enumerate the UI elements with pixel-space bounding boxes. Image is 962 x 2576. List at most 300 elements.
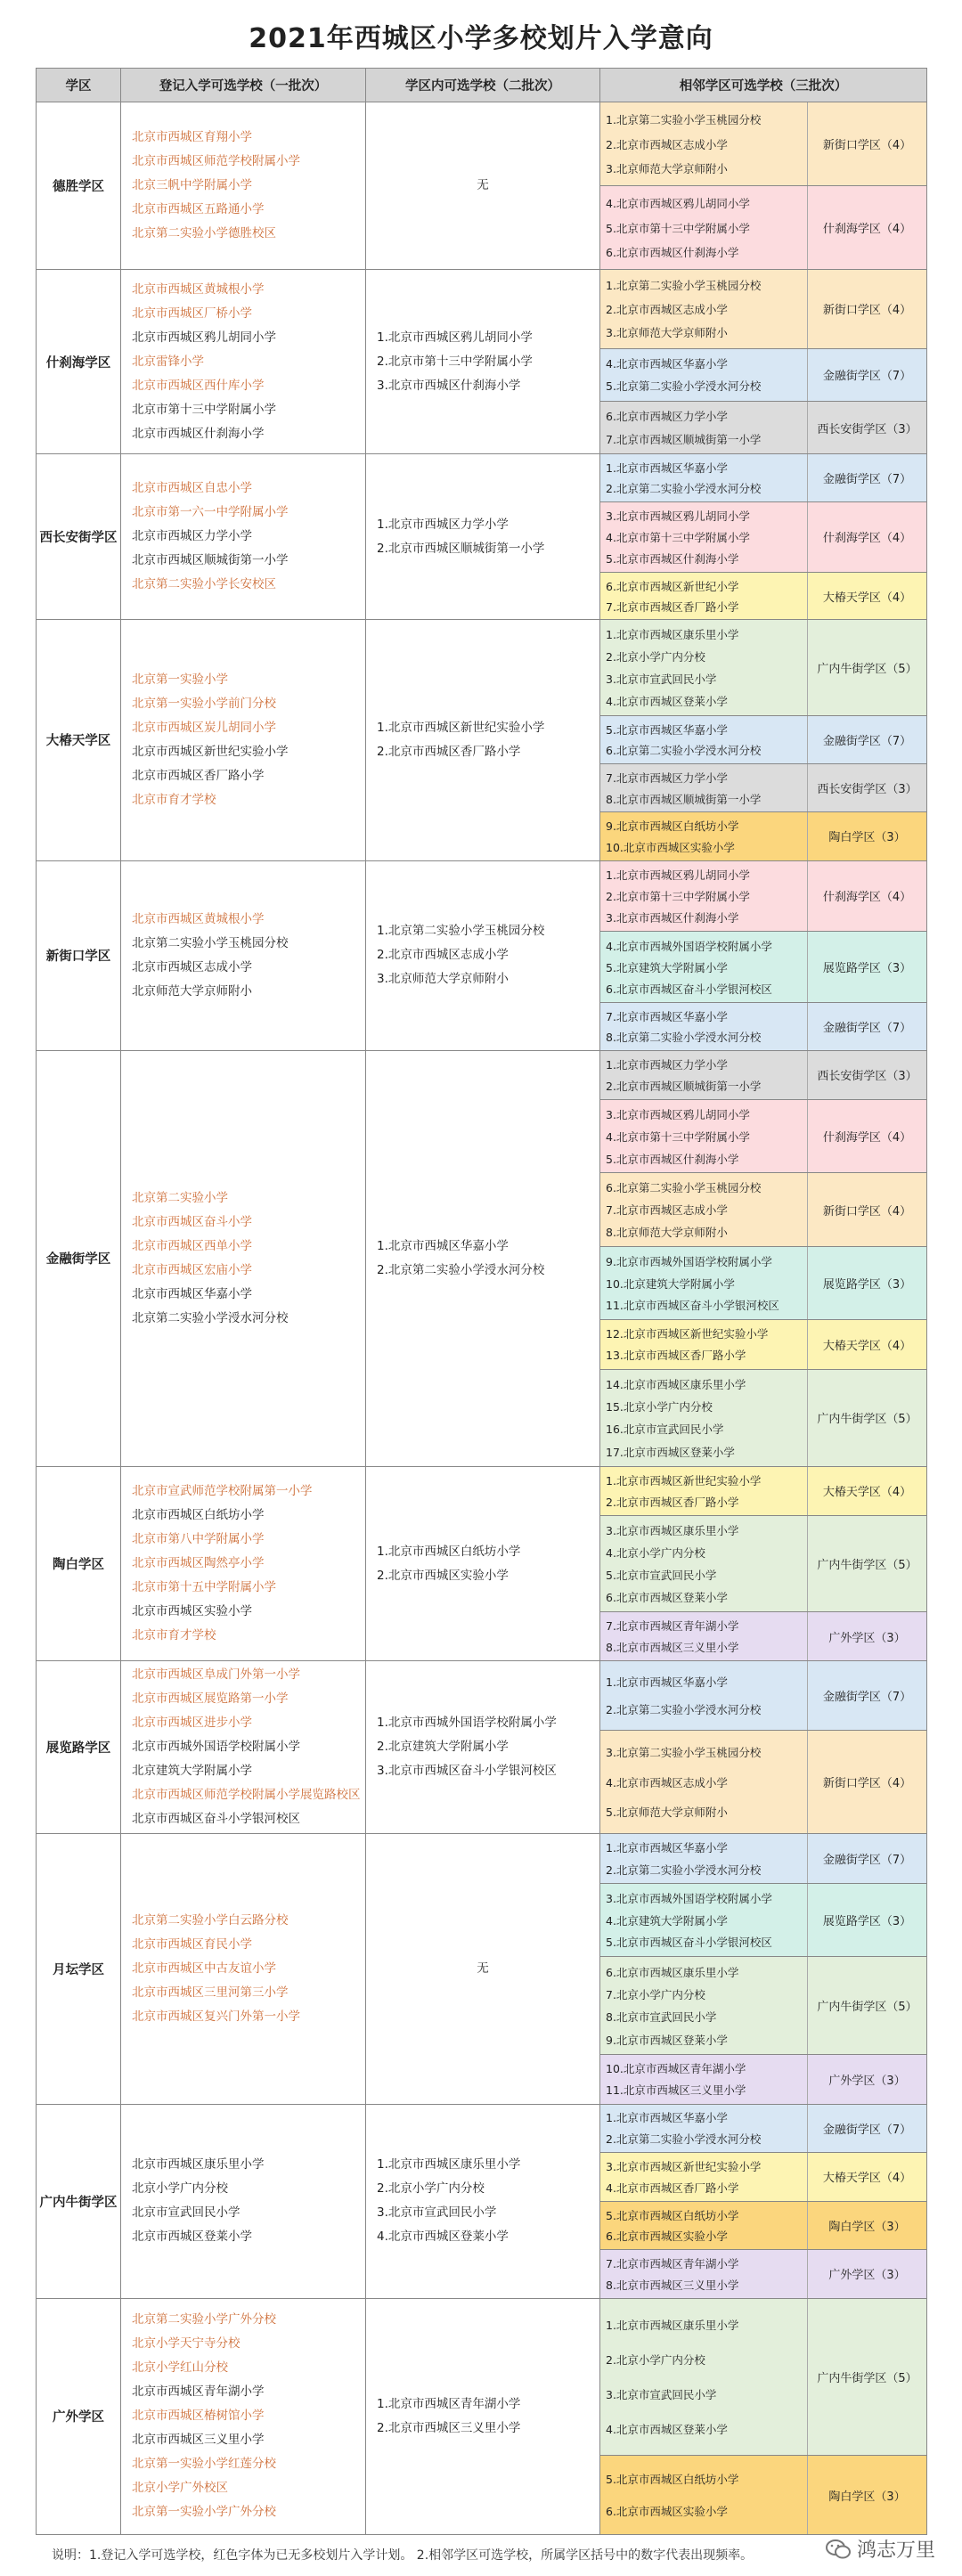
neighbor-school: 4.北京市西城外国语学校附属小学 [606,939,772,953]
second-batch-school: 2.北京市西城区实验小学 [377,1568,509,1583]
neighbor-area: 什刹海学区（4） [807,502,926,572]
first-batch-school: 北京雷锋小学 [132,354,204,369]
first-batch-school: 北京市西城区奋斗小学 [132,1214,252,1229]
neighbor-school: 1.北京市西城区鸦儿胡同小学 [606,868,750,882]
second-batch-school: 2.北京市西城区香厂路小学 [377,744,521,759]
first-batch-school: 北京市西城区力学小学 [132,529,252,544]
first-batch-school: 北京市西城区椿树馆小学 [132,2409,265,2424]
table-row [37,2298,927,2534]
header-third-batch: 相邻学区可选学校（三批次） [600,69,927,102]
first-batch-school: 北京市西城区三义里小学 [132,2433,265,2448]
neighbor-group [600,1467,926,1515]
neighbor-school: 1.北京市西城区华嘉小学 [606,1841,728,1855]
neighbor-area: 金融街学区（7） [807,1661,926,1730]
neighbor-group [600,2455,926,2534]
neighbor-school: 3.北京市西城区新世纪实验小学 [606,2159,762,2173]
second-batch-school: 3.北京市西城区奋斗小学银河校区 [377,1764,557,1779]
neighbor-area: 广内牛街学区（5） [807,1370,926,1467]
neighbor-group [600,1246,926,1319]
neighbor-group [600,1319,926,1368]
neighbor-school: 5.北京建筑大学附属小学 [606,960,728,974]
neighbor-group [600,2152,926,2201]
second-batch-cell [366,454,600,620]
first-batch-school: 北京第二实验小学 [132,1190,228,1205]
neighbor-school: 6.北京市西城区新世纪小学 [606,579,739,593]
neighbor-school: 4.北京市西城区志成小学 [606,1775,728,1789]
neighbor-school: 1.北京第二实验小学玉桃园分校 [606,279,762,293]
second-batch-school: 3.北京市宣武回民小学 [377,2205,497,2221]
neighbor-school: 5.北京师范大学京师附小 [606,1806,728,1819]
neighbor-area: 展览路学区（3） [807,932,926,1002]
neighbor-school: 3.北京市西城区鸦儿胡同小学 [606,1107,750,1121]
first-batch-school: 北京市西城区青年湖小学 [132,2384,265,2400]
neighbor-area: 广外学区（3） [807,2250,926,2298]
table-row [37,1050,927,1466]
neighbor-school: 16.北京市宣武回民小学 [606,1423,724,1437]
second-batch-school: 1.北京市西城区青年湖小学 [377,2396,521,2411]
neighbor-group [600,102,926,185]
first-batch-school: 北京市西城区香厂路小学 [132,768,265,783]
neighbor-area: 陶白学区（3） [807,2202,926,2250]
neighbor-school: 6.北京第二实验小学玉桃园分校 [606,1181,762,1195]
district-name: 德胜学区 [37,102,121,270]
neighbor-school: 1.北京市西城区华嘉小学 [606,2111,728,2125]
neighbor-school: 5.北京市西城区奋斗小学银河校区 [606,1936,772,1950]
table-row [37,270,927,454]
first-batch-cell [121,270,366,454]
neighbor-school: 4.北京市西城区登莱小学 [606,694,728,708]
first-batch-school: 北京市西城区黄城根小学 [132,281,265,297]
neighbor-group [600,1002,926,1050]
neighbor-school: 4.北京市西城区香厂路小学 [606,2181,739,2195]
first-batch-school: 北京市西城区黄城根小学 [132,911,265,926]
neighbor-group [600,2299,926,2456]
neighbor-area: 广外学区（3） [807,2055,926,2103]
neighbor-area: 金融街学区（7） [807,1003,926,1050]
neighbor-school: 7.北京市西城区香厂路小学 [606,599,739,614]
neighbor-school: 1.北京市西城区华嘉小学 [606,461,728,475]
first-batch-school: 北京市西城区炭儿胡同小学 [132,720,276,735]
first-batch-school: 北京第一实验小学前门分校 [132,696,276,711]
first-batch-cell [121,102,366,270]
neighbor-school: 1.北京市西城区康乐里小学 [606,2319,739,2333]
second-batch-cell [366,270,600,454]
neighbor-school: 8.北京市西城区三义里小学 [606,1641,739,1655]
neighbor-school: 6.北京市西城区力学小学 [606,410,728,424]
first-batch-school: 北京第二实验小学德胜校区 [132,226,276,241]
first-batch-cell [121,860,366,1050]
second-batch-school: 无 [477,1961,489,1976]
table-row [37,620,927,860]
second-batch-school: 1.北京第二实验小学玉桃园分校 [377,924,545,939]
neighbor-school: 3.北京市西城区什刹海小学 [606,911,739,925]
second-batch-cell [366,2298,600,2534]
first-batch-school: 北京三帆中学附属小学 [132,178,252,193]
third-batch-cell [600,270,927,454]
neighbor-school: 10.北京建筑大学附属小学 [606,1276,735,1291]
neighbor-group [600,1661,926,1730]
header-district: 学区 [37,69,121,102]
neighbor-school: 8.北京市西城区三义里小学 [606,2278,739,2292]
second-batch-school: 3.北京师范大学京师附小 [377,972,509,987]
neighbor-area: 新街口学区（4） [807,1731,926,1833]
neighbor-group [600,2201,926,2250]
neighbor-school: 1.北京第二实验小学玉桃园分校 [606,112,762,126]
third-batch-cell [600,2298,927,2534]
neighbor-school: 2.北京第二实验小学涭水河分校 [606,1703,762,1717]
neighbor-school: 4.北京市第十三中学附属小学 [606,1129,750,1144]
neighbor-area: 大椿天学区（4） [807,2153,926,2201]
neighbor-group [600,1883,926,1957]
page-title: 2021年西城区小学多校划片入学意向 [249,23,713,54]
first-batch-school: 北京市西城区复兴门外第一小学 [132,2009,300,2024]
first-batch-cell [121,1834,366,2104]
first-batch-cell [121,2104,366,2298]
first-batch-school: 北京市西城区陶然亭小学 [132,1556,265,1571]
neighbor-school: 12.北京市西城区新世纪实验小学 [606,1327,769,1341]
first-batch-school: 北京第二实验小学长安校区 [132,577,276,592]
neighbor-school: 2.北京第二实验小学涭水河分校 [606,482,762,496]
first-batch-school: 北京市西城外国语学校附属小学 [132,1740,300,1755]
neighbor-group [600,2105,926,2153]
first-batch-school: 北京第二实验小学玉桃园分校 [132,935,289,950]
second-batch-school: 2.北京第二实验小学涭水河分校 [377,1262,545,1277]
neighbor-school: 4.北京小学广内分校 [606,1546,705,1561]
neighbor-school: 17.北京市西城区登莱小学 [606,1445,735,1459]
neighbor-group [600,1051,926,1099]
neighbor-school: 8.北京师范大学京师附小 [606,1225,728,1239]
neighbor-school: 2.北京第二实验小学涭水河分校 [606,1863,762,1877]
neighbor-group [600,931,926,1002]
first-batch-school: 北京市第八中学附属小学 [132,1532,265,1547]
first-batch-school: 北京市西城区展览路第一小学 [132,1692,289,1707]
neighbor-school: 5.北京市第十三中学附属小学 [606,221,750,235]
first-batch-school: 北京市西城区师范学校附属小学 [132,154,300,169]
second-batch-cell [366,1467,600,1661]
first-batch-school: 北京市育才学校 [132,792,216,807]
neighbor-area: 金融街学区（7） [807,716,926,763]
neighbor-area: 新街口学区（4） [807,102,926,185]
second-batch-school: 2.北京市西城区志成小学 [377,948,509,963]
first-batch-school: 北京市西城区顺城街第一小学 [132,553,289,568]
third-batch-cell [600,1661,927,1834]
district-name: 大椿天学区 [37,620,121,860]
neighbor-area: 金融街学区（7） [807,1834,926,1882]
second-batch-school: 2.北京市第十三中学附属小学 [377,354,533,369]
first-batch-school: 北京市西城区志成小学 [132,959,252,974]
first-batch-school: 北京市西城区师范学校附属小学展览路校区 [132,1788,361,1803]
neighbor-group [600,185,926,269]
third-batch-cell [600,454,927,620]
district-name: 展览路学区 [37,1661,121,1834]
neighbor-school: 15.北京小学广内分校 [606,1400,713,1414]
first-batch-school: 北京市西城区中古友谊小学 [132,1961,276,1976]
neighbor-area: 什刹海学区（4） [807,1100,926,1172]
neighbor-school: 4.北京市西城区登莱小学 [606,2422,728,2436]
second-batch-cell [366,1834,600,2104]
neighbor-school: 2.北京小学广内分校 [606,650,705,664]
third-batch-cell [600,860,927,1050]
header-first-batch: 登记入学可选学校（一批次） [121,69,366,102]
first-batch-school: 北京市第十三中学附属小学 [132,402,276,417]
neighbor-area: 展览路学区（3） [807,1884,926,1957]
neighbor-school: 6.北京市西城区什刹海小学 [606,246,739,260]
neighbor-group [600,270,926,347]
neighbor-area: 什刹海学区（4） [807,186,926,269]
district-name: 月坛学区 [37,1834,121,2104]
first-batch-school: 北京市西城区西单小学 [132,1238,252,1253]
first-batch-school: 北京市西城区西什库小学 [132,378,265,393]
neighbor-school: 4.北京市西城区华嘉小学 [606,357,728,371]
neighbor-school: 3.北京第二实验小学玉桃园分校 [606,1746,762,1760]
second-batch-school: 4.北京市西城区登莱小学 [377,2230,509,2245]
table-row [37,102,927,270]
neighbor-group [600,348,926,401]
neighbor-school: 6.北京市西城区登莱小学 [606,1591,728,1605]
wechat-icon [825,2539,852,2560]
first-batch-school: 北京市西城区新世纪实验小学 [132,744,289,759]
neighbor-school: 6.北京市西城区实验小学 [606,2230,728,2244]
neighbor-school: 5.北京市宣武回民小学 [606,1569,717,1583]
third-batch-cell [600,620,927,860]
neighbor-area: 什刹海学区（4） [807,861,926,932]
neighbor-group [600,811,926,860]
neighbor-group [600,2054,926,2103]
first-batch-school: 北京市西城区三里河第三小学 [132,1985,289,2000]
first-batch-school: 北京市西城区厂桥小学 [132,306,252,321]
third-batch-cell [600,2104,927,2298]
neighbor-school: 4.北京市西城区鸦儿胡同小学 [606,196,750,210]
first-batch-school: 北京市西城区登莱小学 [132,2230,252,2245]
neighbor-area: 新街口学区（4） [807,270,926,347]
second-batch-school: 1.北京市西城区华嘉小学 [377,1238,509,1253]
neighbor-group [600,715,926,763]
second-batch-school: 1.北京市西城区力学小学 [377,517,509,532]
second-batch-school: 1.北京市西城外国语学校附属小学 [377,1716,557,1731]
neighbor-school: 9.北京市西城区登莱小学 [606,2033,728,2047]
first-batch-school: 北京市西城区宏庙小学 [132,1262,252,1277]
neighbor-group [600,1172,926,1245]
first-batch-school: 北京市西城区鸦儿胡同小学 [132,330,276,345]
neighbor-school: 4.北京市第十三中学附属小学 [606,530,750,544]
neighbor-school: 7.北京市西城区力学小学 [606,770,728,785]
second-batch-cell [366,620,600,860]
third-batch-cell [600,1834,927,2104]
first-batch-school: 北京第二实验小学广外分校 [132,2312,276,2327]
neighbor-school: 6.北京市西城区实验小学 [606,2504,728,2518]
neighbor-group [600,2249,926,2298]
second-batch-school: 2.北京市西城区顺城街第一小学 [377,541,545,556]
watermark-text: 鸿志万里 [856,2539,935,2562]
neighbor-school: 9.北京市西城区白纸坊小学 [606,819,739,834]
neighbor-group [600,1099,926,1172]
neighbor-area: 陶白学区（3） [807,2456,926,2534]
neighbor-area: 大椿天学区（4） [807,1467,926,1515]
first-batch-school: 北京小学广内分校 [132,2181,228,2197]
neighbor-area: 大椿天学区（4） [807,1320,926,1368]
neighbor-school: 8.北京市西城区顺城街第一小学 [606,792,762,806]
first-batch-school: 北京市育才学校 [132,1628,216,1643]
first-batch-school: 北京第一实验小学广外分校 [132,2505,276,2520]
first-batch-school: 北京市西城区什刹海小学 [132,426,265,441]
first-batch-school: 北京第二实验小学白云路分校 [132,1912,289,1928]
district-name: 陶白学区 [37,1467,121,1661]
neighbor-school: 2.北京市西城区志成小学 [606,302,728,316]
neighbor-group [600,454,926,501]
neighbor-area: 广内牛街学区（5） [807,1957,926,2054]
second-batch-school: 2.北京小学广内分校 [377,2181,485,2197]
neighbor-group [600,501,926,572]
neighbor-school: 11.北京市西城区三义里小学 [606,2083,746,2098]
neighbor-area: 广内牛街学区（5） [807,620,926,714]
table-row [37,2104,927,2298]
neighbor-school: 2.北京市西城区香厂路小学 [606,1495,739,1509]
neighbor-school: 3.北京师范大学京师附小 [606,326,728,340]
first-batch-cell [121,2298,366,2534]
table-row [37,1661,927,1834]
first-batch-school: 北京市西城区实验小学 [132,1604,252,1619]
second-batch-school: 2.北京建筑大学附属小学 [377,1740,509,1755]
first-batch-cell [121,1467,366,1661]
neighbor-school: 6.北京市西城区奋斗小学银河校区 [606,982,772,996]
second-batch-cell [366,102,600,270]
neighbor-area: 新街口学区（4） [807,1173,926,1245]
neighbor-school: 9.北京市西城外国语学校附属小学 [606,1254,772,1268]
district-name: 新街口学区 [37,860,121,1050]
neighbor-school: 7.北京市西城区志成小学 [606,1203,728,1218]
third-batch-cell [600,1467,927,1661]
neighbor-group [600,763,926,811]
neighbor-school: 1.北京市西城区新世纪实验小学 [606,1473,762,1488]
neighbor-school: 7.北京小学广内分校 [606,1988,705,2002]
district-name: 西长安街学区 [37,454,121,620]
first-batch-cell [121,454,366,620]
neighbor-school: 1.北京市西城区力学小学 [606,1057,728,1072]
neighbor-area: 金融街学区（7） [807,349,926,401]
neighbor-group [600,1369,926,1467]
second-batch-school: 3.北京市西城区什刹海小学 [377,378,521,393]
neighbor-school: 6.北京第二实验小学涭水河分校 [606,744,762,758]
first-batch-school: 北京小学广外校区 [132,2481,228,2496]
district-name: 广外学区 [37,2298,121,2534]
second-batch-school: 2.北京市西城区三义里小学 [377,2420,521,2435]
neighbor-school: 3.北京市宣武回民小学 [606,673,717,687]
first-batch-school: 北京市西城区白纸坊小学 [132,1508,265,1523]
neighbor-school: 5.北京市西城区白纸坊小学 [606,2208,739,2222]
neighbor-school: 10.北京市西城区实验小学 [606,840,735,854]
neighbor-school: 7.北京市西城区青年湖小学 [606,2257,739,2271]
neighbor-school: 1.北京市西城区康乐里小学 [606,628,739,642]
first-batch-school: 北京市西城区育翔小学 [132,130,252,145]
neighbor-area: 金融街学区（7） [807,2105,926,2153]
district-name: 什刹海学区 [37,270,121,454]
neighbor-school: 14.北京市西城区康乐里小学 [606,1377,746,1391]
second-batch-cell [366,2104,600,2298]
neighbor-group [600,401,926,453]
table-row [37,860,927,1050]
third-batch-cell [600,102,927,270]
table-row [37,1834,927,2104]
first-batch-school: 北京市第一六一中学附属小学 [132,505,289,520]
first-batch-school: 北京市西城区奋斗小学银河校区 [132,1812,300,1827]
watermark [825,2535,935,2563]
neighbor-area: 广内牛街学区（5） [807,1516,926,1612]
neighbor-school: 2.北京第二实验小学涭水河分校 [606,2132,762,2147]
neighbor-group [600,1611,926,1660]
neighbor-school: 8.北京第二实验小学涭水河分校 [606,1031,762,1045]
second-batch-school: 无 [477,178,489,193]
table-row [37,1467,927,1661]
allocation-table [36,68,927,2535]
neighbor-area: 展览路学区（3） [807,1247,926,1319]
neighbor-group [600,572,926,619]
neighbor-school: 3.北京市宣武回民小学 [606,2387,717,2401]
neighbor-school: 2.北京市西城区顺城街第一小学 [606,1079,762,1093]
neighbor-school: 3.北京师范大学京师附小 [606,162,728,176]
second-batch-school: 1.北京市西城区新世纪实验小学 [377,720,545,735]
neighbor-school: 5.北京市西城区华嘉小学 [606,722,728,737]
first-batch-school: 北京第二实验小学涭水河分校 [132,1310,289,1325]
first-batch-school: 北京市西城区五路通小学 [132,202,265,217]
second-batch-cell [366,1050,600,1466]
first-batch-cell [121,1661,366,1834]
neighbor-group [600,620,926,714]
first-batch-school: 北京市西城区进步小学 [132,1716,252,1731]
second-batch-school: 1.北京市西城区康乐里小学 [377,2157,521,2172]
neighbor-area: 广内牛街学区（5） [807,2299,926,2456]
third-batch-cell [600,1050,927,1466]
neighbor-school: 7.北京市西城区华嘉小学 [606,1009,728,1023]
district-name: 金融街学区 [37,1050,121,1466]
neighbor-school: 5.北京市西城区什刹海小学 [606,551,739,566]
second-batch-cell [366,1661,600,1834]
neighbor-group [600,1956,926,2054]
neighbor-school: 3.北京市西城区鸦儿胡同小学 [606,509,750,523]
first-batch-cell [121,1050,366,1466]
neighbor-school: 3.北京市西城区康乐里小学 [606,1523,739,1537]
neighbor-area: 金融街学区（7） [807,454,926,501]
first-batch-school: 北京市第十五中学附属小学 [132,1580,276,1595]
first-batch-school: 北京小学天宁寺分校 [132,2336,240,2352]
neighbor-school: 5.北京第二实验小学涭水河分校 [606,379,762,394]
second-batch-cell [366,860,600,1050]
first-batch-school: 北京师范大学京师附小 [132,983,252,999]
neighbor-school: 2.北京市西城区志成小学 [606,137,728,151]
neighbor-school: 10.北京市西城区青年湖小学 [606,2062,746,2076]
neighbor-group [600,1515,926,1612]
neighbor-area: 大椿天学区（4） [807,573,926,619]
second-batch-school: 1.北京市西城区白纸坊小学 [377,1544,521,1559]
first-batch-school: 北京建筑大学附属小学 [132,1764,252,1779]
first-batch-school: 北京市西城区康乐里小学 [132,2157,265,2172]
neighbor-group [600,1834,926,1882]
neighbor-area: 广外学区（3） [807,1612,926,1660]
neighbor-school: 2.北京市第十三中学附属小学 [606,889,750,903]
neighbor-area: 西长安街学区（3） [807,402,926,453]
first-batch-school: 北京小学红山分校 [132,2360,228,2376]
first-batch-school: 北京第一实验小学红莲分校 [132,2457,276,2472]
neighbor-school: 1.北京市西城区华嘉小学 [606,1675,728,1689]
first-batch-school: 北京市西城区阜成门外第一小学 [132,1667,300,1683]
table-header-row [37,69,927,102]
neighbor-area: 西长安街学区（3） [807,1051,926,1099]
neighbor-school: 7.北京市西城区顺城街第一小学 [606,432,762,446]
neighbor-school: 8.北京市宣武回民小学 [606,2010,717,2025]
neighbor-school: 7.北京市西城区青年湖小学 [606,1619,739,1634]
footnote: 说明：1.登记入学可选学校，红色字体为已无多校划片入学计划。 2.相邻学区可选学校，所属学区括号中的数字代表出现频率。 [52,2548,754,2563]
first-batch-school: 北京市西城区华嘉小学 [132,1286,252,1301]
table-row [37,454,927,620]
